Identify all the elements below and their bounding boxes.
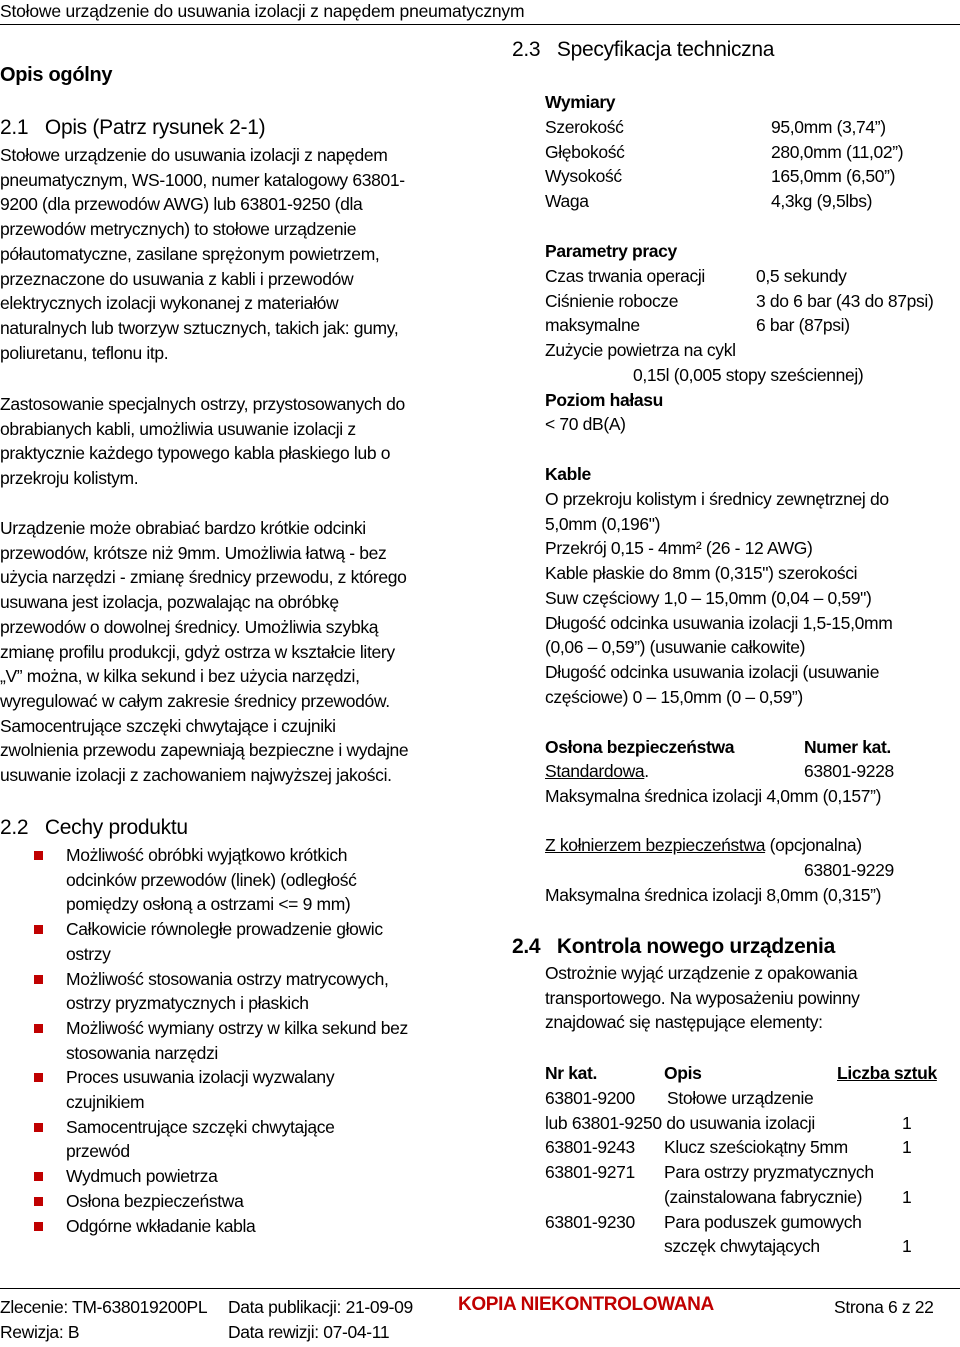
feature-item: przewód [66,1141,130,1162]
table-cell-desc: (zainstalowana fabrycznie) [664,1186,863,1207]
feature-item: pomiędzy osłoną a ostrzami <= 9 mm) [66,894,351,915]
heading-2-3: 2.3 Specyfikacja techniczna [512,38,775,61]
dimension-label: Szerokość [545,117,624,137]
description-line: naturalnych lub tworzyw sztucznych, takich jak: gumy, [0,317,399,338]
page-header [0,0,960,25]
param-value: 6 bar (87psi) [756,315,850,336]
table-cell-catno: 63801-9243 [545,1137,635,1158]
bullet-icon [34,975,43,984]
bullet-icon [34,925,43,934]
guard-standard-max: Maksymalna średnica izolacji 4,0mm (0,157”) [545,786,882,806]
param-value: 0,5 sekundy [756,266,847,286]
header-title: Stołowe urządzenie do usuwania izolacji z napędem pneumatycznym [0,1,525,21]
air-value: 0,15l (0,005 stopy sześciennej) [633,365,864,385]
cable-spec-line: Kable płaskie do 8mm (0,315") szerokości [545,563,858,584]
catalog-header: Numer kat. [804,737,891,757]
feature-item: ostrzy [66,943,111,964]
bullet-icon [34,1123,43,1132]
footer-revision: Rewizja: B [0,1322,80,1342]
cable-spec-line: częściowe) 0 – 15,0mm (0 – 0,59”) [545,686,803,707]
capability-line: usuwana jest izolacja, pozwalając na obróbkę [0,592,339,613]
description-line: przeznaczone do usuwania z kabli i przewodów [0,268,354,289]
table-cell-catno: 63801-9200 [545,1088,635,1108]
feature-item: stosowania narzędzi [66,1042,218,1063]
footer-order: Zlecenie: TM-638019200PL [0,1297,208,1317]
table-cell-desc: Para ostrzy pryzmatycznych [664,1162,874,1183]
capability-line: zwolnienia przewodu zapewniają bezpieczne i wydajne [0,740,409,761]
table-cell-qty: 1 [902,1137,912,1158]
table-cell-desc: Para poduszek gumowych [664,1211,862,1232]
param-value: 3 do 6 bar (43 do 87psi) [756,290,934,311]
description-line: półautomatyczne, zasilane sprężonym powietrzem, [0,243,380,264]
bullet-icon [34,1172,43,1181]
bullet-icon [34,1222,43,1231]
description-line: pneumatycznym, WS-1000, numer katalogowy 63801- [0,169,405,190]
table-cell-desc: Klucz sześciokątny 5mm [664,1137,848,1158]
description-line: 9200 (dla przewodów AWG) lub 63801-9250 (dla [0,194,363,215]
param-label: Ciśnienie robocze [545,290,679,311]
description-line: elektrycznych izolacji wykonanej z materiałów [0,293,339,314]
blades-line: praktycznie każdego typowego kabla płaskiego lub o [0,443,391,464]
guard-collar: Z kołnierzem bezpieczeństwa (opcjonalna) [545,835,862,855]
bullet-icon [34,1073,43,1082]
blades-line: przekroju kolistym. [0,468,139,489]
inspection-line: znajdować się następujące elementy: [545,1012,823,1033]
table-cell-catno: 63801-9230 [545,1211,635,1232]
capability-line: Urządzenie może obrabiać bardzo krótkie odcinki [0,518,366,538]
capability-line: „V” można, w kilka sekund i bez użycia narzędzi, [0,666,360,687]
guard-collar-number: 63801-9229 [804,860,894,880]
capability-line: wyregulować w całym zakresie średnicy przewodów. [0,690,390,711]
noise-value: < 70 dB(A) [545,414,626,434]
bullet-icon [34,851,43,860]
description-line: Stołowe urządzenie do usuwania izolacji z napędem [0,145,388,165]
table-cell-desc: szczęk chwytających [664,1236,820,1257]
dimension-value: 95,0mm (3,74”) [771,117,886,137]
table-header-qty: Liczba sztuk [837,1063,937,1083]
table-cell-catno: lub 63801-9250 do usuwania izolacji [545,1112,815,1133]
dimension-label: Głębokość [545,141,625,162]
feature-item: Proces usuwania izolacji wyzwalany [66,1067,335,1088]
guard-header: Osłona bezpieczeństwa [545,737,735,757]
footer-uncontrolled-copy: KOPIA NIEKONTROLOWANA [458,1294,714,1315]
feature-item: Możliwość stosowania ostrzy matrycowych, [66,968,389,989]
bullet-icon [34,1197,43,1206]
guard-standard-number: 63801-9228 [804,761,894,781]
description-line: poliuretanu, teflonu itp. [0,342,169,363]
feature-item: Wydmuch powietrza [66,1166,218,1187]
feature-item: Samocentrujące szczęki chwytające [66,1116,335,1137]
inspection-line: Ostrożnie wyjąć urządzenie z opakowania [545,963,858,983]
dimension-value: 280,0mm (11,02”) [771,141,904,162]
dimension-label: Waga [545,191,589,212]
footer-rule [0,1288,960,1289]
cable-spec-line: O przekroju kolistym i średnicy zewnętrznej do [545,489,889,509]
guard-collar-max: Maksymalna średnica izolacji 8,0mm (0,315”) [545,885,882,905]
heading-2-1: 2.1 Opis (Patrz rysunek 2-1) [0,116,266,139]
capability-line: użycia narzędzi - zmianę średnicy przewodu, z którego [0,567,407,588]
capability-line: usuwanie izolacji z zachowaniem najwyższej jakości. [0,765,392,785]
heading-2-2: 2.2 Cechy produktu [0,816,188,839]
footer-page: Strona 6 z 22 [834,1297,934,1317]
feature-item: Osłona bezpieczeństwa [66,1190,244,1211]
feature-item: odcinków przewodów (linek) (odległość [66,869,357,890]
footer-pubdate: Data publikacji: 21-09-09 [228,1297,413,1317]
dimensions-title: Wymiary [545,92,616,112]
cable-spec-line: Długość odcinka usuwania izolacji (usuwanie [545,661,880,682]
guard-standard: Standardowa. [545,761,649,781]
cables-title: Kable [545,464,591,484]
param-label: maksymalne [545,315,640,336]
bullet-icon [34,1024,43,1033]
capability-line: Samocentrujące szczęki chwytające i czujniki [0,715,336,736]
feature-item: ostrzy pryzmatycznych i płaskich [66,993,309,1014]
table-cell-qty: 1 [902,1112,912,1133]
cable-spec-line: (0,06 – 0,59”) (usuwanie całkowite) [545,637,806,658]
feature-item: Możliwość wymiany ostrzy w kilka sekund bez [66,1017,408,1038]
heading-2-4: 2.4 Kontrola nowego urządzenia [512,935,835,958]
blades-line: Zastosowanie specjalnych ostrzy, przystosowanych do [0,394,405,414]
cable-spec-line: Suw częściowy 1,0 – 15,0mm (0,04 – 0,59") [545,587,872,608]
table-cell-qty: 1 [902,1236,912,1257]
cable-spec-line: 5,0mm (0,196") [545,513,661,534]
feature-item: Możliwość obróbki wyjątkowo krótkich [66,845,348,865]
table-cell-catno: 63801-9271 [545,1162,635,1183]
section-title: Opis ogólny [0,64,113,86]
feature-item: Całkowicie równoległe prowadzenie głowic [66,919,383,940]
capability-line: przewodów o dowolnej średnicy. Umożliwia szybką [0,616,379,637]
footer-revdate: Data rewizji: 07-04-11 [228,1322,390,1342]
param-label: Czas trwania operacji [545,266,705,286]
dimension-value: 4,3kg (9,5lbs) [771,191,873,212]
table-cell-qty: 1 [902,1186,912,1207]
dimension-label: Wysokość [545,166,622,187]
inspection-line: transportowego. Na wyposażeniu powinny [545,987,860,1008]
description-line: przewodów metrycznych) to stołowe urządzenie [0,219,357,240]
capability-line: przewodów, krótsze niż 9mm. Umożliwia łatwą - bez [0,542,387,563]
capability-line: zmianę profilu produkcji, gdyż ostrza w kształcie litery [0,641,395,662]
cable-spec-line: Długość odcinka usuwania izolacji 1,5-15,0mm [545,612,893,633]
noise-title: Poziom hałasu [545,390,663,410]
air-label: Zużycie powietrza na cykl [545,340,736,360]
table-header-desc: Opis [664,1063,702,1083]
cable-spec-line: Przekrój 0,15 - 4mm² (26 - 12 AWG) [545,538,813,559]
feature-item: czujnikiem [66,1092,145,1112]
dimension-value: 165,0mm (6,50”) [771,166,896,187]
table-cell-desc: Stołowe urządzenie [667,1088,814,1108]
feature-item: Odgórne wkładanie kabla [66,1215,256,1236]
blades-line: obrabianych kabli, umożliwia usuwanie izolacji z [0,418,356,439]
operation-title: Parametry pracy [545,241,677,261]
table-header-catno: Nr kat. [545,1063,598,1083]
